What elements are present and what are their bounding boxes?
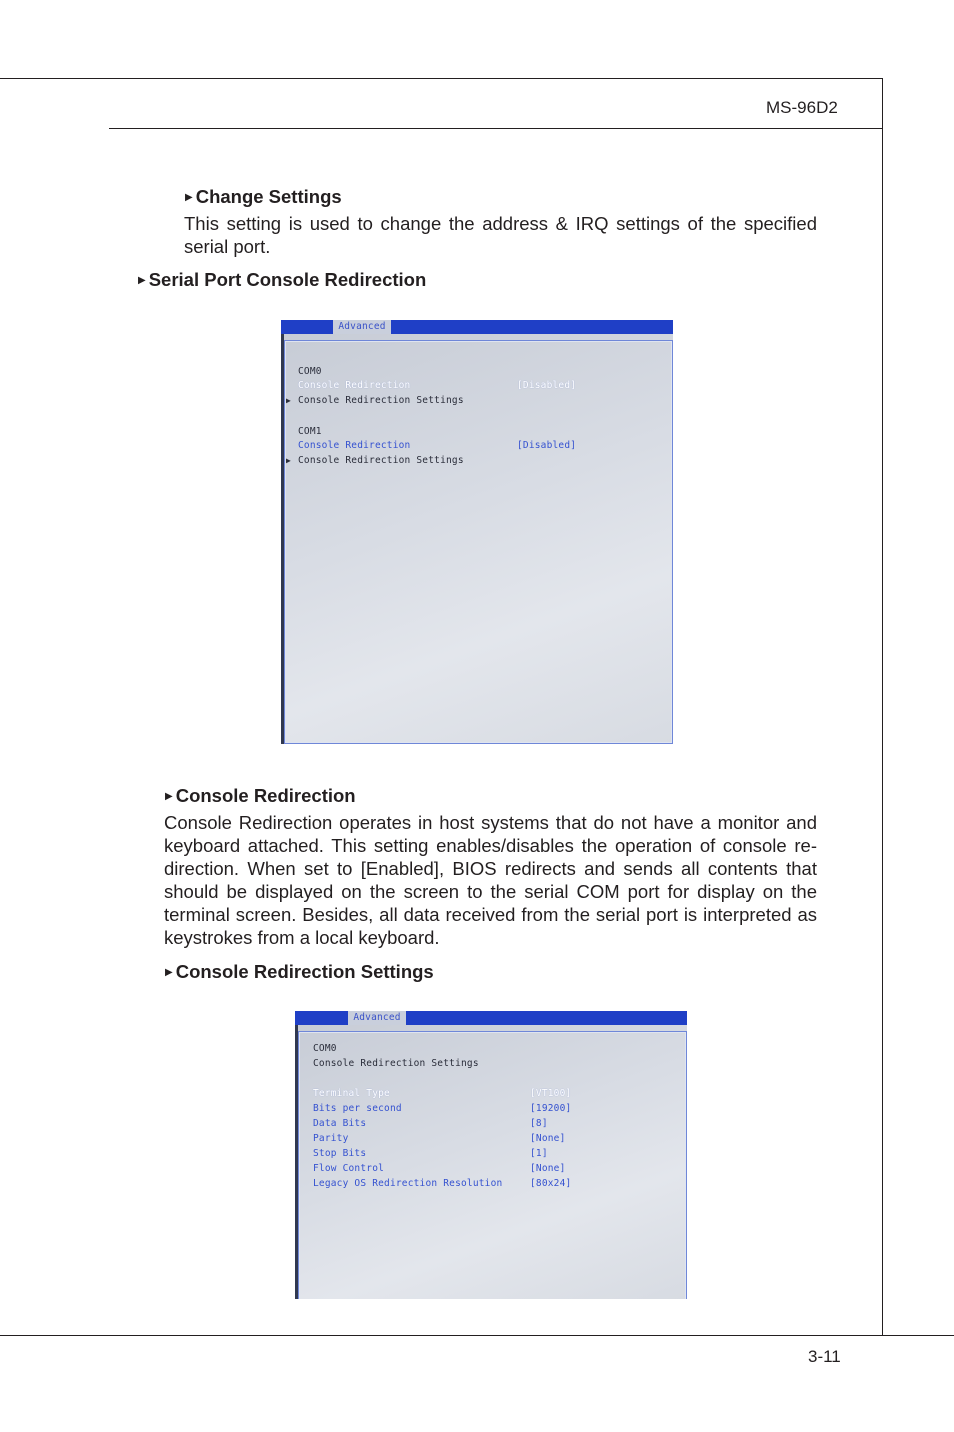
bios-stop-bits-label[interactable]: Stop Bits (313, 1148, 367, 1159)
bios-screenshot-serial-ports (281, 320, 673, 744)
bullet-arrow-icon: ▶ (165, 791, 173, 802)
bullet-arrow-icon: ▶ (185, 192, 193, 203)
bios-terminal-type-value[interactable]: [VT100] (530, 1088, 572, 1099)
change-settings-body: This setting is used to change the address & IRQ settings of the specified serial port. (184, 213, 817, 257)
page-number: 3-11 (808, 1347, 841, 1366)
bullet-arrow-icon: ▶ (165, 967, 173, 978)
change-settings-heading (185, 186, 342, 209)
bios-com0-submenu[interactable]: Console Redirection Settings (298, 395, 464, 406)
bios-bits-per-second-label[interactable]: Bits per second (313, 1103, 402, 1114)
bios-data-bits-value[interactable]: [8] (530, 1118, 548, 1129)
header-rule (109, 128, 883, 129)
console-redirection-body: Console Redirection operates in host systems that do not have a monitor and keyboard attached. This setting enables/disables the operation of console re-direction. When set to [Enabled], BIOS redirects and sends all contents that should be displayed on the screen to the serial COM port for display on the terminal screen. Besides, all data received from the serial port is interpreted as keystrokes from a local keyboard. (164, 812, 817, 948)
console-redirection-heading (165, 785, 356, 808)
bios-com0-label: COM0 (298, 366, 322, 377)
bios-terminal-type-label[interactable]: Terminal Type (313, 1088, 390, 1099)
bios-parity-value[interactable]: [None] (530, 1133, 566, 1144)
bullet-arrow-icon: ▶ (138, 275, 146, 286)
bios-bits-per-second-value[interactable]: [19200] (530, 1103, 572, 1114)
bios-stop-bits-value[interactable]: [1] (530, 1148, 548, 1159)
change-settings-title: Change Settings (195, 186, 342, 207)
bios-com1-label: COM1 (298, 426, 322, 437)
bios-screenshot-redirection-settings (295, 1011, 687, 1299)
model-label: MS-96D2 (766, 98, 838, 117)
serial-port-heading (138, 269, 426, 292)
console-redirection-settings-heading (165, 961, 434, 984)
bios-com0-console-redirection-value[interactable]: [Disabled] (517, 380, 577, 391)
top-rule (0, 78, 883, 79)
bios-data-bits-label[interactable]: Data Bits (313, 1118, 367, 1129)
bios-legacy-os-resolution-value[interactable]: [80x24] (530, 1178, 572, 1189)
bios-com1-console-redirection[interactable]: Console Redirection (298, 440, 411, 451)
footer-rule (0, 1335, 954, 1336)
submenu-arrow-icon: ▶ (286, 396, 292, 405)
bios-port-label: COM0 (313, 1043, 337, 1054)
bios-flow-control-value[interactable]: [None] (530, 1163, 566, 1174)
console-redirection-settings-title: Console Redirection Settings (175, 961, 434, 982)
bios-tab-advanced: Advanced (333, 320, 391, 334)
bios-com1-submenu[interactable]: Console Redirection Settings (298, 455, 464, 466)
submenu-arrow-icon: ▶ (286, 456, 292, 465)
bios-subtitle: Console Redirection Settings (313, 1058, 479, 1069)
bios-com1-console-redirection-value[interactable]: [Disabled] (517, 440, 577, 451)
bios-tab-advanced: Advanced (348, 1011, 406, 1025)
console-redirection-title: Console Redirection (175, 785, 356, 806)
bios-flow-control-label[interactable]: Flow Control (313, 1163, 385, 1174)
bios-parity-label[interactable]: Parity (313, 1133, 349, 1144)
right-margin-rule (882, 78, 883, 1336)
bios-com0-console-redirection[interactable]: Console Redirection (298, 380, 411, 391)
bios-legacy-os-resolution-label[interactable]: Legacy OS Redirection Resolution (313, 1178, 503, 1189)
serial-port-title: Serial Port Console Redirection (148, 269, 427, 290)
